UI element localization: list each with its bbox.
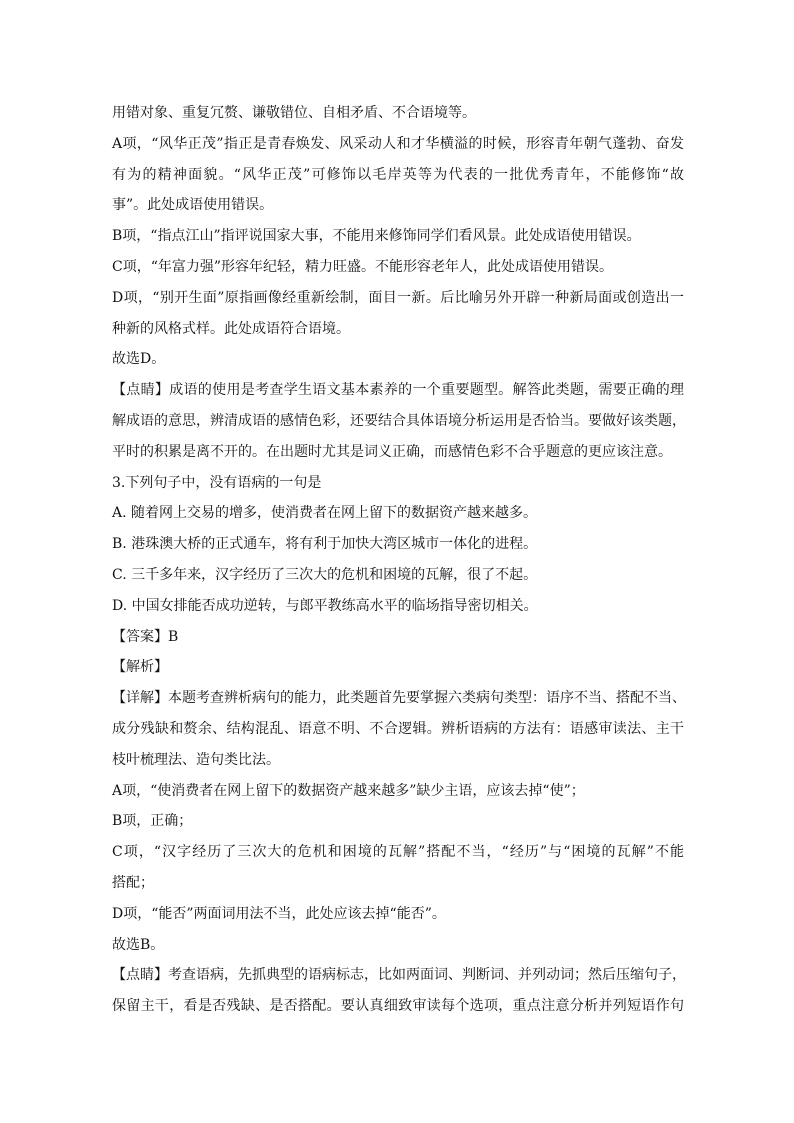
text-line: 解成语的意思，辨清成语的感情色彩，还要结合具体语境分析运用是否恰当。要做好该类题， bbox=[112, 412, 686, 429]
text-line: 事”。此处成语使用错误。 bbox=[112, 197, 274, 214]
option-a: A. 随着网上交易的增多，使消费者在网上留下的数据资产越来越多。 bbox=[112, 505, 538, 522]
option-c: C. 三千多年来，汉字经历了三次大的危机和困境的瓦解，很了不起。 bbox=[112, 566, 538, 583]
analysis-heading: 【解析】 bbox=[112, 659, 168, 676]
text-line: 枝叶梳理法、造句类比法。 bbox=[112, 751, 280, 768]
text-line: 成分残缺和赘余、结构混乱、语意不明、不合逻辑。辨析语病的方法有：语感审读法、主干 bbox=[112, 720, 684, 737]
question-heading: 3.下列句子中，没有语病的一句是 bbox=[112, 474, 322, 491]
text-line: 【点睛】考查语病，先抓典型的语病标志，比如两面词、判断词、并列动词；然后压缩句子， bbox=[112, 967, 686, 984]
text-line: 有为的精神面貌。“风华正茂”可修饰以毛岸英等为代表的一批优秀青年，不能修饰“故 bbox=[112, 166, 684, 183]
text-line: 【点睛】成语的使用是考查学生语文基本素养的一个重要题型。解答此类题，需要正确的理 bbox=[112, 382, 684, 399]
text-line: 保留主干，看是否残缺、是否搭配。要认真细致审读每个选项，重点注意分析并列短语作句 bbox=[112, 998, 684, 1015]
text-line: 平时的积累是离不开的。在出题时尤其是词义正确，而感情色彩不合乎题意的更应该注意。 bbox=[112, 443, 672, 460]
text-line: 故选B。 bbox=[112, 936, 165, 953]
text-line: C项，“年富力强”形容年纪轻，精力旺盛。不能形容老年人，此处成语使用错误。 bbox=[112, 258, 614, 275]
text-line: B项，正确； bbox=[112, 813, 193, 830]
text-line: 用错对象、重复冗赘、谦敬错位、自相矛盾、不合语境等。 bbox=[112, 105, 476, 121]
text-line: D项，“能否”两面词用法不当，此处应该去掉“能否”。 bbox=[112, 905, 446, 922]
text-line: 种新的风格式样。此处成语符合语境。 bbox=[112, 320, 350, 337]
text-line: 【详解】本题考查辨析病句的能力，此类题首先要掌握六类病句类型：语序不当、搭配不当、 bbox=[112, 690, 686, 707]
text-line: 故选D。 bbox=[112, 351, 166, 368]
text-line: C项，“汉字经历了三次大的危机和困境的瓦解”搭配不当，“经历”与“困境的瓦解”不能 bbox=[112, 844, 684, 861]
text-line: B项，“指点江山”指评说国家大事，不能用来修饰同学们看风景。此处成语使用错误。 bbox=[112, 228, 641, 245]
text-line: D项，“别开生面”原指画像经重新绘制，面目一新。后比喻另外开辟一种新局面或创造出一 bbox=[112, 289, 684, 306]
text-line: A项，“使消费者在网上留下的数据资产越来越多”缺少主语，应该去掉“使”； bbox=[112, 782, 585, 799]
text-line: 搭配； bbox=[112, 874, 154, 891]
option-b: B. 港珠澳大桥的正式通车，将有利于加快大湾区城市一体化的进程。 bbox=[112, 536, 538, 553]
document-page bbox=[112, 98, 684, 1022]
option-d: D. 中国女排能否成功逆转，与郎平教练高水平的临场指导密切相关。 bbox=[112, 597, 538, 614]
answer-line: 【答案】B bbox=[112, 628, 179, 645]
text-line: A项，“风华正茂”指正是青春焕发、风采动人和才华横溢的时候，形容青年朝气蓬勃、奋发 bbox=[112, 135, 684, 152]
